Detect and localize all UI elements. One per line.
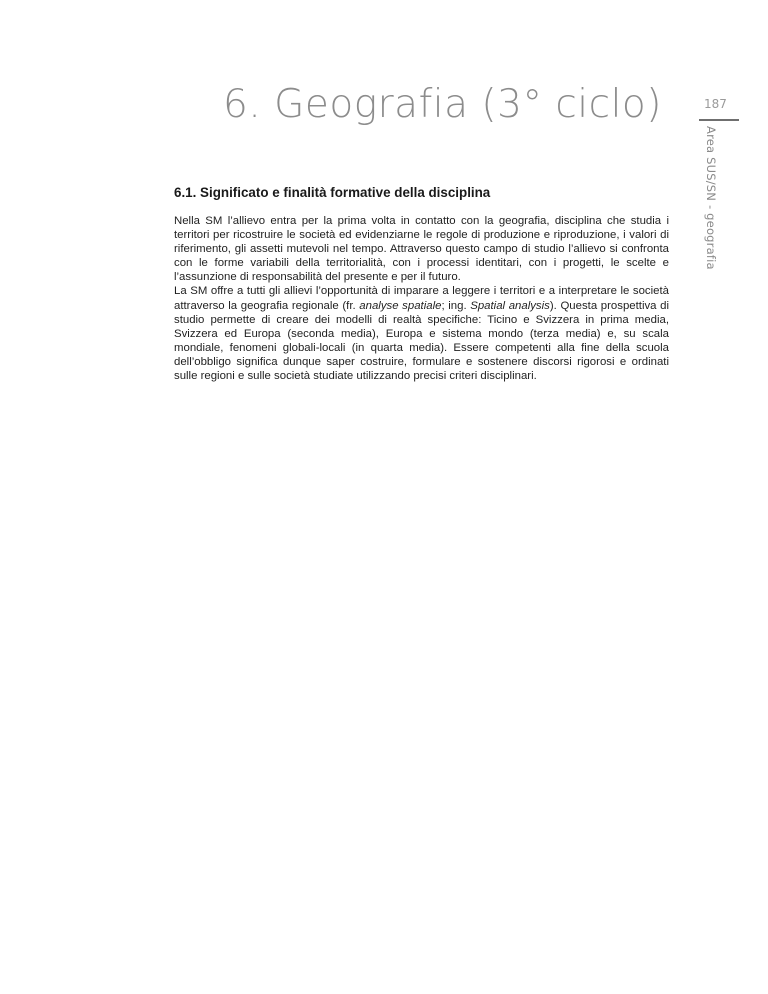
body-paragraph-1: Nella SM l’allievo entra per la prima volta in contatto con la geografia, disciplina che studia i territori per ricostruire le società ed evidenziarne le regole di produzione e riproduzione, i valori di riferimento, gli assetti mutevoli nel tempo. Attraverso questo campo di studio l’allievo si confronta con le forme variabili della territorialità, con i processi identitari, con i progetti, le scelte e l’assunzione di responsabilità del presente e per il futuro. [174,215,669,284]
chapter-title: 6. Geografia (3° ciclo) [223,82,662,127]
section-body [174,214,669,383]
side-label-container [704,126,722,270]
paragraph-2-italic-term-fr: analyse spatiale [359,299,442,312]
paragraph-2-text-a: La SM offre a tutti gli allievi l’opportunità di imparare a leggere i territori e a interpretare le società attraverso la geografia regionale (fr. [174,285,669,312]
side-rule-divider [699,119,739,121]
side-area-label: Area SUS/SN - geografia [704,126,718,270]
section-heading: 6.1. Significato e finalità formative della disciplina [174,185,491,200]
paragraph-2-text-c: ). Questa prospettiva di studio permette di creare dei modelli di realtà specifiche: Ticino e Svizzera in prima media, Svizzera ed Europa (seconda media), Europa e sistema mondo (terza media) e, su scala mondiale, fenomeni globali-locali (in quarta media). Essere competenti alla fine della scuola dell’obbligo significa dunque saper costruire, formulare e sostenere discorsi rigorosi e ordinati sulle regioni e sulle società studiate utilizzando precisi criteri disciplinari. [174,299,670,383]
body-paragraph-2 [174,284,669,383]
paragraph-2-italic-term-en: Spatial analysis [470,299,550,312]
paragraph-2-text-b: ; ing. [441,299,471,312]
page-number: 187 [704,97,727,111]
